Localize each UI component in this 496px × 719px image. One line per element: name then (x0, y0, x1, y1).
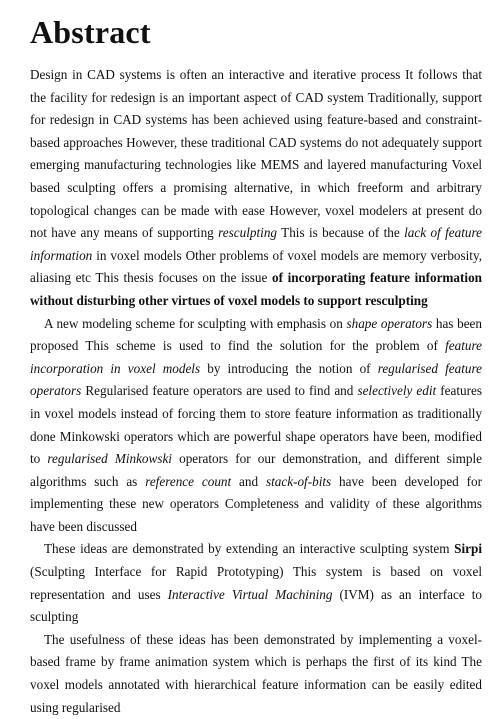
text-run: The usefulness of these ideas has been demonstrated by implementing a voxel-based frame by frame animation system which is perhaps the first of its kind The voxel models annotated with hierarchical feature information can be easily edited using regularised (30, 631, 482, 715)
text-run: in voxel models Other problems of voxel models are memory verbosity, aliasing etc This thesis focuses on the issue (30, 247, 482, 286)
abstract-paragraph-4 (30, 629, 482, 719)
text-run: have been developed for implementing these new operators Completeness and validity of these algorithms have been discussed (30, 473, 483, 534)
abstract-paragraph-1 (30, 64, 482, 313)
abstract-heading: Abstract (30, 14, 151, 50)
bold-phrase: Sirpi (454, 541, 482, 557)
text-run: Design in CAD systems is often an interactive and iterative process It follows that the facility for redesign is an important aspect of CAD system Traditionally, support for redesign in CAD systems has been achieved using feature-based and constraint-based approaches However, these traditional CAD systems do not adequately support emerging manufacturing technologies like MEMS and layered manufacturing Voxel based sculpting offers a promising alternative, in which freeform and arbitrary topological changes can be made with ease However, voxel modelers at present do not have any means of supporting (30, 67, 482, 241)
text-run: These ideas are demonstrated by extending an interactive sculpting system (44, 541, 455, 557)
text-run: features in voxel models instead of forcing them to store feature information as traditionally done Minkowski operators which are powerful shape operators have been, modified to (30, 383, 483, 467)
italic-phrase: reference count (145, 473, 232, 489)
text-run: (Sculpting Interface for Rapid Prototyping) This system is based on voxel representation and uses (30, 564, 482, 602)
italic-phrase: selectively edit (357, 383, 437, 399)
text-run: This is because of the (277, 225, 405, 241)
text-run: (IVM) as an interface to sculpting (30, 586, 483, 625)
italic-phrase: feature incorporation in voxel models (30, 338, 482, 376)
text-run: has been proposed This scheme is used to find the solution for the problem of (30, 315, 482, 354)
italic-phrase: regularised feature operators (30, 360, 482, 399)
italic-phrase: regularised Minkowski (47, 451, 172, 467)
italic-phrase: lack of feature information (30, 225, 482, 263)
italic-phrase: Interactive Virtual Machining (167, 586, 333, 602)
text-run: and (231, 473, 266, 489)
italic-phrase: stack-of-bits (265, 473, 332, 489)
text-run: by introducing the notion of (200, 360, 378, 376)
italic-phrase: shape operators (346, 315, 433, 331)
text-run: Regularised feature operators are used to find and (81, 383, 358, 399)
bold-phrase: of incorporating feature information without disturbing other virtues of voxel models to support resculpting (30, 270, 482, 308)
italic-phrase: resculpting (218, 225, 278, 241)
text-run: operators for our demonstration, and different simple algorithms such as (30, 451, 482, 489)
abstract-paragraph-3 (30, 538, 482, 628)
text-run: A new modeling scheme for sculpting with emphasis on (44, 315, 347, 331)
abstract-body (30, 64, 482, 719)
abstract-paragraph-2 (30, 313, 482, 539)
